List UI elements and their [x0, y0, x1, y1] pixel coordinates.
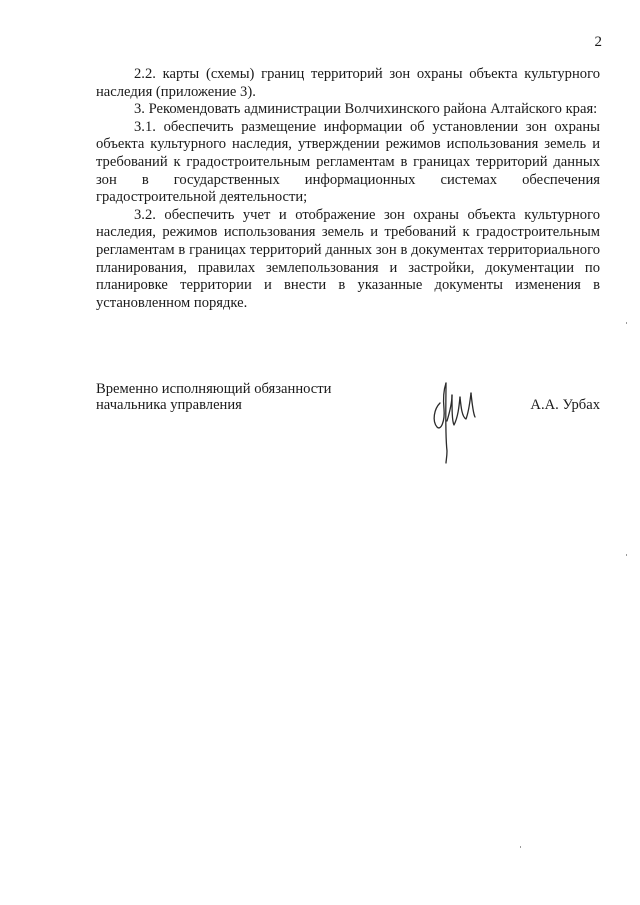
signatory-position	[96, 381, 331, 413]
paragraph-3: 3. Рекомендовать администрации Волчихинского района Алтайского края:	[134, 101, 598, 118]
signatory-position-line1: Временно исполняющий обязанности	[96, 381, 332, 397]
document-body	[96, 66, 600, 312]
scan-mark	[520, 846, 521, 848]
signatory-position-line2: начальника управления	[96, 397, 242, 413]
paragraph-3-2: 3.2. обеспечить учет и отображение зон охраны объекта культурного наследия, режимов использования земель и требований к градостроительным регламентам в границах территорий данных зон в документах территориального планирования, правилах землепользования и застройки, документации по планировке территории и внести в указанные документы изменения в установленном порядке.	[96, 206, 600, 311]
scan-mark	[626, 554, 627, 556]
page-number: 2	[594, 34, 602, 50]
paragraph-2-2: 2.2. карты (схемы) границ территорий зон охраны объекта культурного наследия (приложение 3).	[96, 66, 600, 100]
signatory-name: А.А. Урбах	[530, 397, 600, 413]
paragraph-3-1: 3.1. обеспечить размещение информации об установлении зон охраны объекта культурного наследия, утверждении режимов использования земель и требований к градостроительным регламентам в границах территорий данных зон в государственных информационных системах обеспечения градостроительной деятельности;	[96, 118, 600, 206]
signature-block	[96, 381, 600, 471]
handwritten-signature	[428, 381, 478, 465]
scan-mark	[626, 322, 627, 324]
